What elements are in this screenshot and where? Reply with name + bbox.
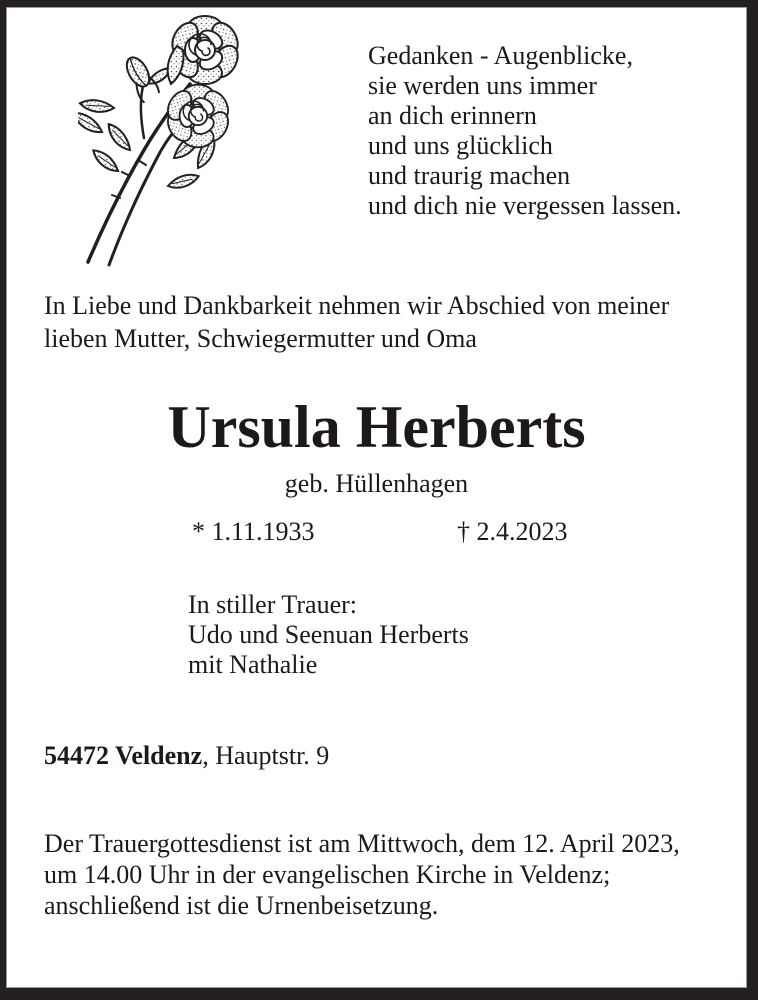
maiden-name: geb. Hüllenhagen bbox=[284, 469, 469, 498]
service-line: Der Trauergottesdienst ist am Mittwoch, dem 12. April 2023, bbox=[44, 829, 680, 858]
mourner-line: Udo und Seenuan Herberts bbox=[188, 620, 469, 649]
notice-sheet bbox=[6, 7, 747, 988]
death-date: † 2.4.2023 bbox=[457, 517, 568, 546]
farewell-line: lieben Mutter, Schwiegermutter und Oma bbox=[44, 324, 477, 353]
address-city: 54472 Veldenz bbox=[44, 741, 203, 770]
mourner-line: mit Nathalie bbox=[188, 650, 318, 679]
poem-line: und dich nie vergessen lassen. bbox=[368, 191, 682, 220]
memorial-poem bbox=[368, 41, 682, 221]
farewell-line: In Liebe und Dankbarkeit nehmen wir Abschied von meiner bbox=[44, 291, 670, 320]
farewell-text bbox=[44, 289, 669, 355]
address-street: , Hauptstr. 9 bbox=[202, 741, 330, 770]
rose-illustration bbox=[78, 8, 248, 270]
poem-line: Gedanken - Augenblicke, bbox=[368, 41, 633, 70]
mourner-line: In stiller Trauer: bbox=[188, 590, 357, 619]
service-line: anschließend ist die Urnenbeisetzung. bbox=[44, 891, 439, 920]
poem-line: sie werden uns immer bbox=[368, 71, 597, 100]
poem-line: und traurig machen bbox=[368, 161, 571, 190]
address-line bbox=[44, 741, 329, 771]
deceased-name: Ursula Herberts bbox=[167, 394, 586, 460]
mourners-list bbox=[188, 590, 469, 680]
poem-line: an dich erinnern bbox=[368, 101, 537, 130]
service-info bbox=[44, 828, 680, 921]
poem-line: und uns glücklich bbox=[368, 131, 553, 160]
rose-icon bbox=[78, 8, 248, 270]
service-line: um 14.00 Uhr in der evangelischen Kirche in Veldenz; bbox=[44, 860, 611, 889]
birth-date: * 1.11.1933 bbox=[192, 517, 315, 546]
